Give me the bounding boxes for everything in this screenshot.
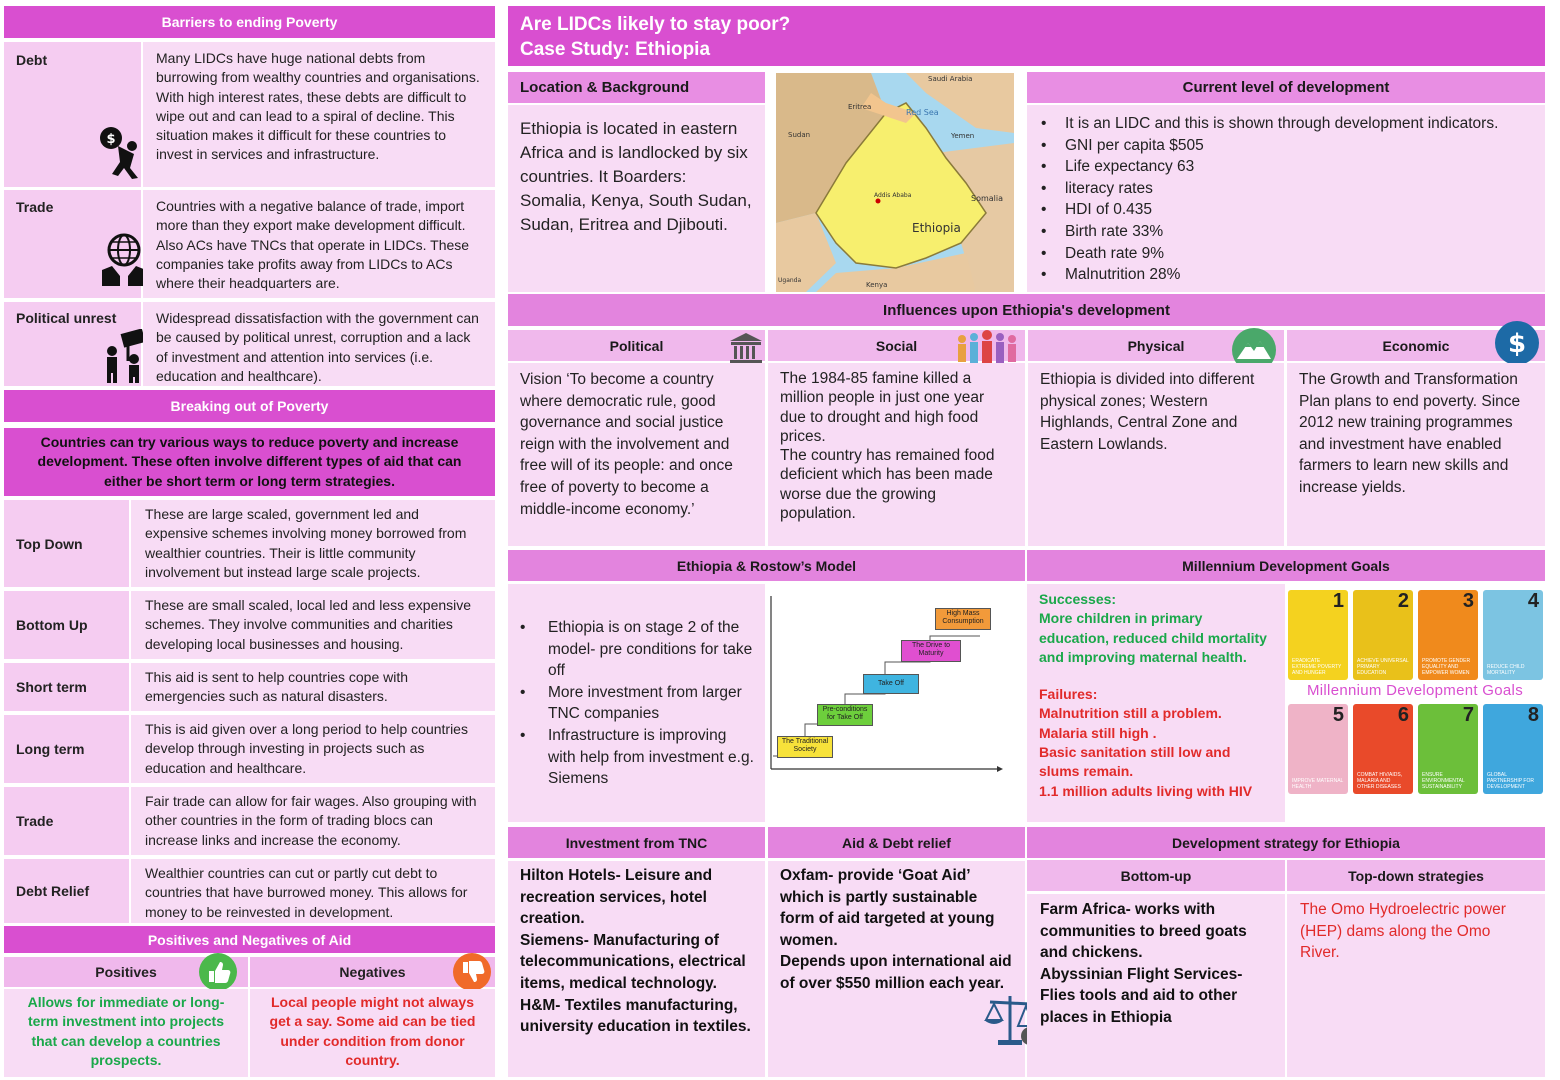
strategy-text-cell: [131, 715, 495, 783]
current-header: [1027, 72, 1545, 103]
strategy-text: These are large scaled, government led and expensive schemes involving money borrowed from wealthier countries. Their is little community involvement but instead large scale projects.: [145, 506, 467, 580]
current-title: Current level of development: [1182, 79, 1390, 96]
influence-header-political: [508, 330, 765, 361]
rostow-item: • More investment from larger TNC companies: [516, 682, 757, 725]
breaking-title: Breaking out of Poverty: [170, 398, 329, 414]
barrier-label: Trade: [16, 199, 54, 215]
strategy-text: These are small scaled, local led and less expensive schemes. They involve communities and charities developing local businesses and housing.: [145, 597, 472, 652]
strategy-label: Trade: [16, 813, 54, 829]
barrier-text: Countries with a negative balance of trade, import more than they export make development difficult. Also ACs have TNCs that operate in LIDCs. These companies take profits away from LIDCs to ACs where their headquarters are.: [156, 198, 470, 292]
top-down-cell: [1287, 894, 1545, 1077]
strategy-label: Short term: [16, 679, 87, 695]
rostow-stage-4: The Drive to Maturity: [901, 640, 961, 662]
breaking-header: [4, 390, 495, 422]
rostow-item: • Infrastructure is improving with help from investment e.g. Siemens: [516, 725, 757, 790]
government-building-icon: [728, 331, 764, 365]
barrier-trade-label-cell: [4, 190, 141, 298]
tnc-header: [508, 827, 765, 858]
thumbs-down-icon: [452, 952, 492, 992]
rostow-text-cell: [508, 584, 765, 822]
strategy-label-cell: [4, 859, 129, 923]
bottom-up-label: Bottom-up: [1120, 867, 1192, 884]
influence-text: The 1984-85 famine killed a million people in just one year due to drought and high food prices. The country has remained food deficient which has been made worse due the growing population.: [780, 370, 995, 523]
map-label-uganda: Uganda: [778, 277, 802, 284]
map-label-eritrea: Eritrea: [848, 103, 872, 111]
strategy-label-cell: [4, 787, 129, 855]
main-title-banner: [508, 6, 1545, 66]
barrier-label: Political unrest: [16, 310, 117, 326]
ethiopia-map: [776, 73, 1014, 292]
aid-title: Positives and Negatives of Aid: [147, 931, 352, 948]
influence-cell-economic: [1287, 363, 1545, 546]
strategy-text: Wealthier countries can cut or partly cut debt to countries that have burrowed money. This allows for money to be reinvested in development.: [145, 865, 468, 920]
rostow-diagram: [765, 584, 1025, 822]
current-list: [1037, 113, 1535, 286]
breaking-intro-box: [4, 428, 495, 496]
positives-cell: [4, 989, 248, 1077]
barrier-political-label-cell: [4, 302, 141, 386]
barrier-text: Many LIDCs have huge national debts from burrowing from wealthy countries and organisations. With high interest rates, these debts are difficult to wipe out and can lead to a spiral of decline. This situation makes it difficult for these countries to invest in services and infrastructure.: [156, 50, 480, 163]
aid-relief-text: Oxfam- provide ‘Goat Aid’ which is partly sustainable form of aid targeted at young women. Depends upon international aid of over $550 million each year.: [780, 867, 1012, 992]
location-text: Ethiopia is located in eastern Africa and is landlocked by six countries. It Boarders: Somalia, Kenya, South Sudan, Sudan, Eritrea and Djibouti.: [520, 119, 752, 234]
strategy-text-cell: [131, 591, 495, 659]
mdg-goal-4: [1483, 590, 1543, 680]
current-item: • It is an LIDC and this is shown through development indicators.: [1037, 113, 1535, 135]
rostow-list: [516, 617, 757, 790]
strategy-label-cell: [4, 591, 129, 659]
strategy-label: Bottom Up: [16, 617, 88, 633]
aid-relief-title: Aid & Debt relief: [842, 834, 951, 851]
map-label-yemen: Yemen: [951, 132, 975, 140]
rostow-title: Ethiopia & Rostow’s Model: [676, 557, 857, 574]
current-item: • Death rate 9%: [1037, 243, 1535, 265]
bottom-up-text: Farm Africa- works with communities to breed goats and chickens. Abyssinian Flight Services- Flies tools and aid to other places in Ethiopia: [1040, 901, 1247, 1026]
mdg-goal-5: [1288, 704, 1348, 794]
negatives-label: Negatives: [339, 964, 406, 980]
tnc-cell: [508, 861, 765, 1077]
svg-text:$: $: [1507, 329, 1527, 359]
mdg-failures-label: Failures:: [1039, 686, 1098, 703]
strategy-label: Top Down: [16, 535, 83, 552]
mdg-goal-number: 5: [1332, 704, 1344, 726]
mdg-failure: Malaria still high .: [1039, 724, 1157, 741]
barrier-debt-label-cell: [4, 42, 141, 187]
dev-strategy-header: [1027, 827, 1545, 858]
mdg-goal-number: 2: [1397, 590, 1409, 612]
mdg-banner: Millennium Development Goals: [1307, 682, 1523, 699]
rostow-stage-1: The Traditional Society: [777, 736, 833, 758]
strategy-label-cell: [4, 715, 129, 783]
positives-label: Positives: [95, 964, 157, 980]
mdg-failure: Malnutrition still a problem.: [1039, 705, 1222, 722]
mdg-goal-caption: PROMOTE GENDER EQUALITY AND EMPOWER WOMEN: [1422, 658, 1471, 676]
mdg-goal-8: [1483, 704, 1543, 794]
mdg-goal-caption: COMBAT HIV/AIDS, MALARIA AND OTHER DISEASES: [1357, 772, 1403, 790]
influences-title: Influences upon Ethiopia's development: [883, 301, 1170, 319]
current-item: • Birth rate 33%: [1037, 221, 1535, 243]
current-item: • literacy rates: [1037, 178, 1535, 200]
mdg-goal-number: 7: [1462, 704, 1474, 726]
map-label-ethiopia: Ethiopia: [912, 221, 961, 235]
mdg-goal-number: 8: [1527, 704, 1539, 726]
tnc-title: Investment from TNC: [565, 834, 708, 851]
influence-label: Economic: [1382, 337, 1450, 354]
case-study-title: Case Study: Ethiopia: [520, 39, 711, 60]
location-header: [508, 72, 765, 103]
current-cell: [1027, 105, 1545, 292]
mdg-goal-6: [1353, 704, 1413, 794]
influence-label: Political: [609, 337, 664, 354]
mdg-goal-3: [1418, 590, 1478, 680]
barrier-label: Debt: [16, 52, 48, 68]
debt-burden-icon: [96, 124, 148, 180]
negatives-cell: [250, 989, 495, 1077]
map-label-sudan: Sudan: [788, 131, 811, 139]
rostow-header: [508, 550, 1025, 581]
bottom-up-header: [1027, 860, 1285, 891]
influence-text: Vision ‘To become a country where democratic rule, good governance and social justice reign with the involvement and free will of its people: and once free of poverty to become a middle-income economy.’: [520, 371, 733, 518]
top-down-label: Top-down strategies: [1348, 867, 1484, 884]
mdg-goal-number: 1: [1332, 590, 1344, 612]
influences-header: [508, 294, 1545, 326]
mdg-goal-number: 6: [1397, 704, 1409, 726]
strategy-text-cell: [131, 500, 495, 587]
aid-header: [4, 926, 495, 953]
strategy-label-cell: [4, 663, 129, 711]
strategy-text-cell: [131, 787, 495, 855]
mdg-goal-caption: IMPROVE MATERNAL HEALTH: [1292, 778, 1344, 790]
mdg-header: [1027, 550, 1545, 581]
barriers-title: Barriers to ending Poverty: [161, 14, 338, 30]
influence-label: Physical: [1127, 337, 1185, 354]
current-item: • Malnutrition 28%: [1037, 264, 1535, 286]
main-title: Are LIDCs likely to stay poor?: [520, 14, 791, 35]
dollar-icon: [1494, 320, 1540, 366]
thumbs-up-icon: [198, 952, 238, 992]
barrier-political-text-cell: [143, 302, 495, 386]
top-down-header: [1287, 860, 1545, 891]
svg-text:$: $: [106, 132, 116, 147]
tnc-text: Hilton Hotels- Leisure and recreation services, hotel creation. Siemens- Manufacturing of telecommunications, electrical items, medical technology. H&M- Textiles manufacturing, university education in textiles.: [520, 867, 751, 1036]
strategy-text-cell: [131, 663, 495, 711]
dev-strategy-title: Development strategy for Ethiopia: [1172, 834, 1400, 851]
strategy-label: Debt Relief: [16, 883, 90, 899]
strategy-text: This is aid given over a long period to help countries develop through investing in projects such as education and healthcare.: [145, 721, 468, 776]
mdg-grid: [1285, 584, 1545, 822]
mdg-goal-number: 3: [1462, 590, 1474, 612]
rostow-item: • Ethiopia is on stage 2 of the model- pre conditions for take off: [516, 617, 757, 682]
current-item: • Life expectancy 63: [1037, 156, 1535, 178]
strategy-text-cell: [131, 859, 495, 923]
mdg-text-cell: [1027, 584, 1285, 822]
mdg-failure: Basic sanitation still low and slums remain.: [1039, 744, 1231, 780]
mdg-goal-caption: ACHIEVE UNIVERSAL PRIMARY EDUCATION: [1357, 658, 1409, 676]
strategy-label-cell: [4, 500, 129, 587]
positives-text: Allows for immediate or long-term investment into projects that can develop a countries prospects.: [27, 994, 225, 1068]
rostow-stage-3: Take Off: [863, 674, 919, 694]
mdg-goal-number: 4: [1527, 590, 1539, 612]
mdg-successes-text: More children in primary education, reduced child mortality and improving maternal health.: [1039, 610, 1267, 665]
mdg-goal-7: [1418, 704, 1478, 794]
mdg-goal-caption: ERADICATE EXTREME POVERTY AND HUNGER: [1292, 658, 1342, 676]
current-item: • GNI per capita $505: [1037, 135, 1535, 157]
mdg-title: Millennium Development Goals: [1182, 557, 1390, 574]
barrier-text: Widespread dissatisfaction with the government can be caused by political unrest, corruption and a lack of investment and attention into services (i.e. education and healthcare).: [156, 310, 479, 384]
rostow-stage-2: Pre-conditions for Take Off: [817, 704, 873, 726]
influence-cell-social: [768, 363, 1025, 546]
influence-text: The Growth and Transformation Plan plans to end poverty. Since 2012 new training programmes and investment have enabled farmers to learn new skills and increase yields.: [1299, 371, 1521, 496]
map-label-somalia: Somalia: [971, 194, 1004, 203]
map-label-redsea: Red Sea: [906, 108, 939, 117]
mdg-failure: 1.1 million adults living with HIV: [1039, 782, 1253, 799]
negatives-text: Local people might not always get a say. Some aid can be tied under condition from donor country.: [269, 994, 476, 1068]
strategy-label: Long term: [16, 741, 85, 757]
rostow-stage-5: High Mass Consumption: [935, 608, 991, 630]
current-item: • HDI of 0.435: [1037, 199, 1535, 221]
location-cell: [508, 105, 765, 292]
mdg-goal-caption: REDUCE CHILD MORTALITY: [1487, 664, 1525, 676]
barrier-trade-text-cell: [143, 190, 495, 298]
aid-relief-header: [768, 827, 1025, 858]
top-down-text: The Omo Hydroelectric power (HEP) dams along the Omo River.: [1300, 901, 1506, 962]
strategy-text: Fair trade can allow for fair wages. Also grouping with other countries in the form of trading blocs can increase links and increase the economy.: [145, 793, 477, 848]
mdg-goal-2: [1353, 590, 1413, 680]
mdg-goal-1: [1288, 590, 1348, 680]
strategy-text: This aid is sent to help countries cope with emergencies such as natural disasters.: [145, 669, 409, 705]
breaking-intro: Countries can try various ways to reduce poverty and increase development. These often involve different types of aid that can either be short term or long term strategies.: [37, 434, 462, 489]
mdg-successes-label: Successes:: [1039, 591, 1117, 607]
barriers-header: [4, 6, 495, 38]
map-label-kenya: Kenya: [866, 281, 888, 289]
influence-cell-political: [508, 363, 765, 546]
influence-cell-physical: [1028, 363, 1284, 546]
barrier-debt-text-cell: [143, 42, 495, 187]
map-label-saudi: Saudi Arabia: [928, 75, 973, 83]
mdg-goal-caption: GLOBAL PARTNERSHIP FOR DEVELOPMENT: [1487, 772, 1534, 790]
influence-text: Ethiopia is divided into different physical zones; Western Highlands, Central Zone and Eastern Lowlands.: [1040, 371, 1255, 453]
bottom-up-cell: [1027, 894, 1285, 1077]
mdg-goal-caption: ENSURE ENVIRONMENTAL SUSTAINABILITY: [1422, 772, 1465, 790]
location-title: Location & Background: [520, 79, 690, 96]
map-label-addis: Addis Ababa: [874, 192, 912, 199]
influence-label: Social: [875, 337, 918, 354]
